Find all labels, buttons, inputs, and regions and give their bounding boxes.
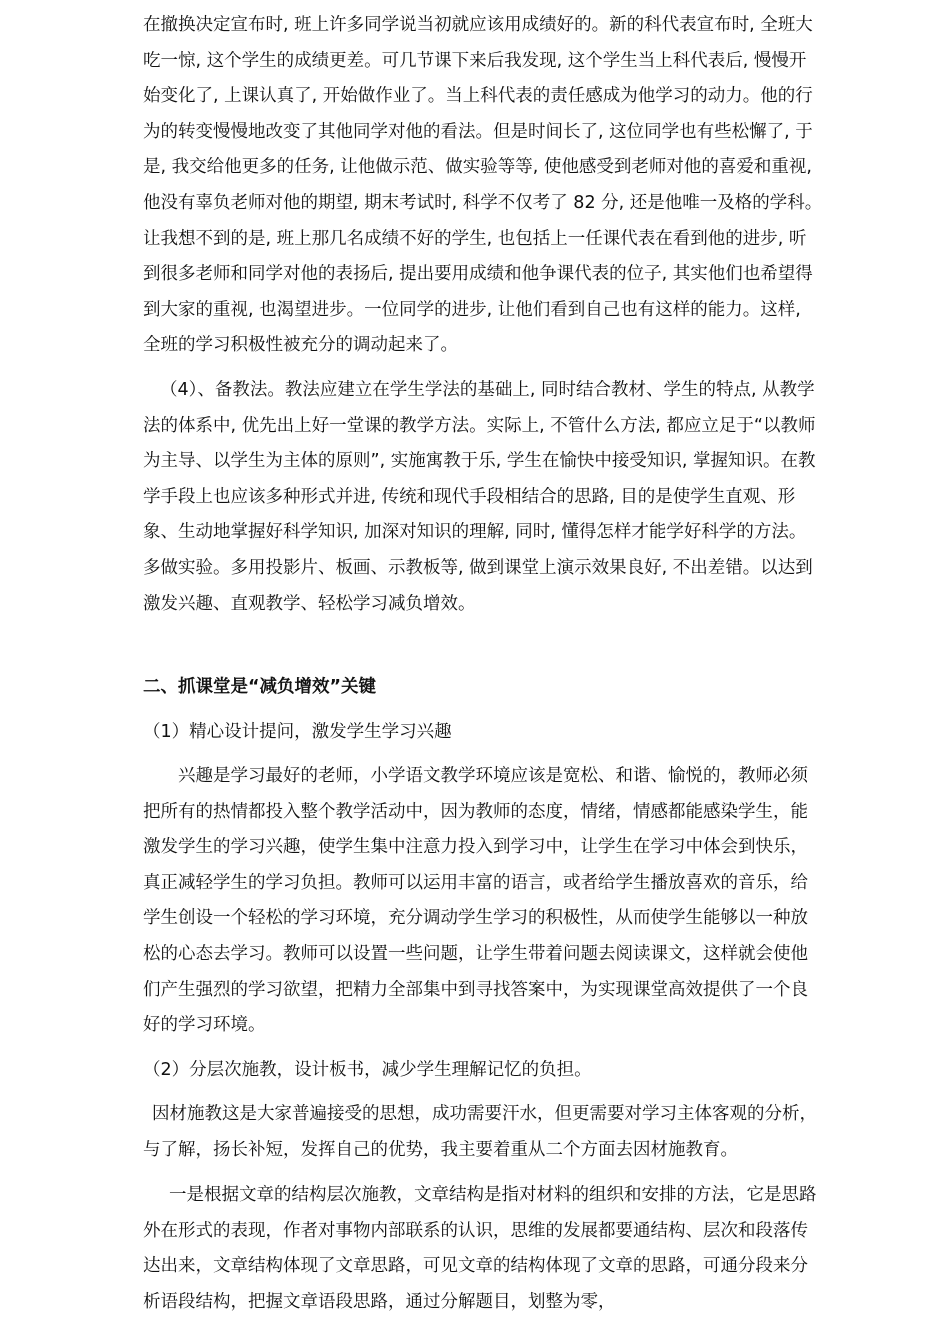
paragraph-structure: 一是根据文章的结构层次施教，文章结构是指对材料的组织和安排的方法，它是思路外在形式的表现，作者对事物内部联系的认识，思维的发展都要通结构、层次和段落传达出来，文章结构体现了文章思路，可见文章的结构体现了文章的思路，可通分段来分析语段结构，把握文章语段思路，通过分解题目，划整为零， xyxy=(143,1185,817,1312)
paragraph-teaching-method: （4）、备教法。教法应建立在学生学法的基础上, 同时结合教材、学生的特点, 从教学法的体系中, 优先出上好一堂课的教学方法。实际上, 不管什么方法, 都应立足于“以教师为主导、以学生为主体的原则”, 实施寓教于乐, 学生在愉快中接受知识, 掌握知识。在教学手段上也应该多种形式并进, 传统和现代手段相结合的思路, 目的是使学生直观、形象、生动地掌握好科学知识, 加深对知识的理解, 同时, 懂得怎样才能学好科学的方法。多做实验。多用投影片、板画、示教板等, 做到课堂上演示效果良好, 不出差错。以达到激发兴趣、直观教学、轻松学习减负增效。 xyxy=(143,380,816,614)
section-heading-classroom: 二、抓课堂是“减负增效”关键 xyxy=(143,677,377,697)
paragraph-class-rep-story: 在撤换决定宣布时, 班上许多同学说当初就应该用成绩好的。新的科代表宣布时, 全班大吃一惊, 这个学生的成绩更差。可几节课下来后我发现, 这个学生当上科代表后, 慢慢开始变化了, 上课认真了, 开始做作业了。当上科代表的责任感成为他学习的动力。他的行为的转变慢慢地改变了其他同学对他的看法。但是时间长了, 这位同学也有些松懈了, 于是, 我交给他更多的任务, 让他做示范、做实验等等, 使他感受到老师对他的喜爱和重视, 他没有辜负老师对他的期望, 期末考试时, 科学不仅考了 82 分, 还是他唯一及格的学科。让我想不到的是, 班上那几名成绩不好的学生, 也包括上一任课代表在看到他的进步, 听到很多老师和同学对他的表扬后, 提出要用成绩和他争课代表的位子, 其实他们也希望得到大家的重视, 也渴望进步。一位同学的进步, 让他们看到自己也有这样的能力。这样, 全班的学习积极性被充分的调动起来了。 xyxy=(143,15,823,356)
subheading-questions: （1）精心设计提问，激发学生学习兴趣 xyxy=(143,722,452,742)
subheading-layered-teaching: （2）分层次施教，设计板书，减少学生理解记忆的负担。 xyxy=(143,1060,592,1080)
paragraph-aptitude: 因材施教这是大家普遍接受的思想，成功需要汗水，但更需要对学习主体客观的分析，与了解，扬长补短，发挥自己的优势，我主要着重从二个方面去因材施教育。 xyxy=(143,1104,817,1160)
paragraph-interest: 兴趣是学习最好的老师，小学语文教学环境应该是宽松、和谐、愉悦的，教师必须把所有的热情都投入整个教学活动中，因为教师的态度，情绪，情感都能感染学生，能激发学生的学习兴趣，使学生集中注意力投入到学习中，让学生在学习中体会到快乐，真正减轻学生的学习负担。教师可以运用丰富的语言，或者给学生播放喜欢的音乐，给学生创设一个轻松的学习环境，充分调动学生学习的积极性，从而使学生能够以一种放松的心态去学习。教师可以设置一些问题，让学生带着问题去阅读课文，这样就会使他们产生强烈的学习欲望，把精力全部集中到寻找答案中，为实现课堂高效提供了一个良好的学习环境。 xyxy=(143,766,808,1036)
